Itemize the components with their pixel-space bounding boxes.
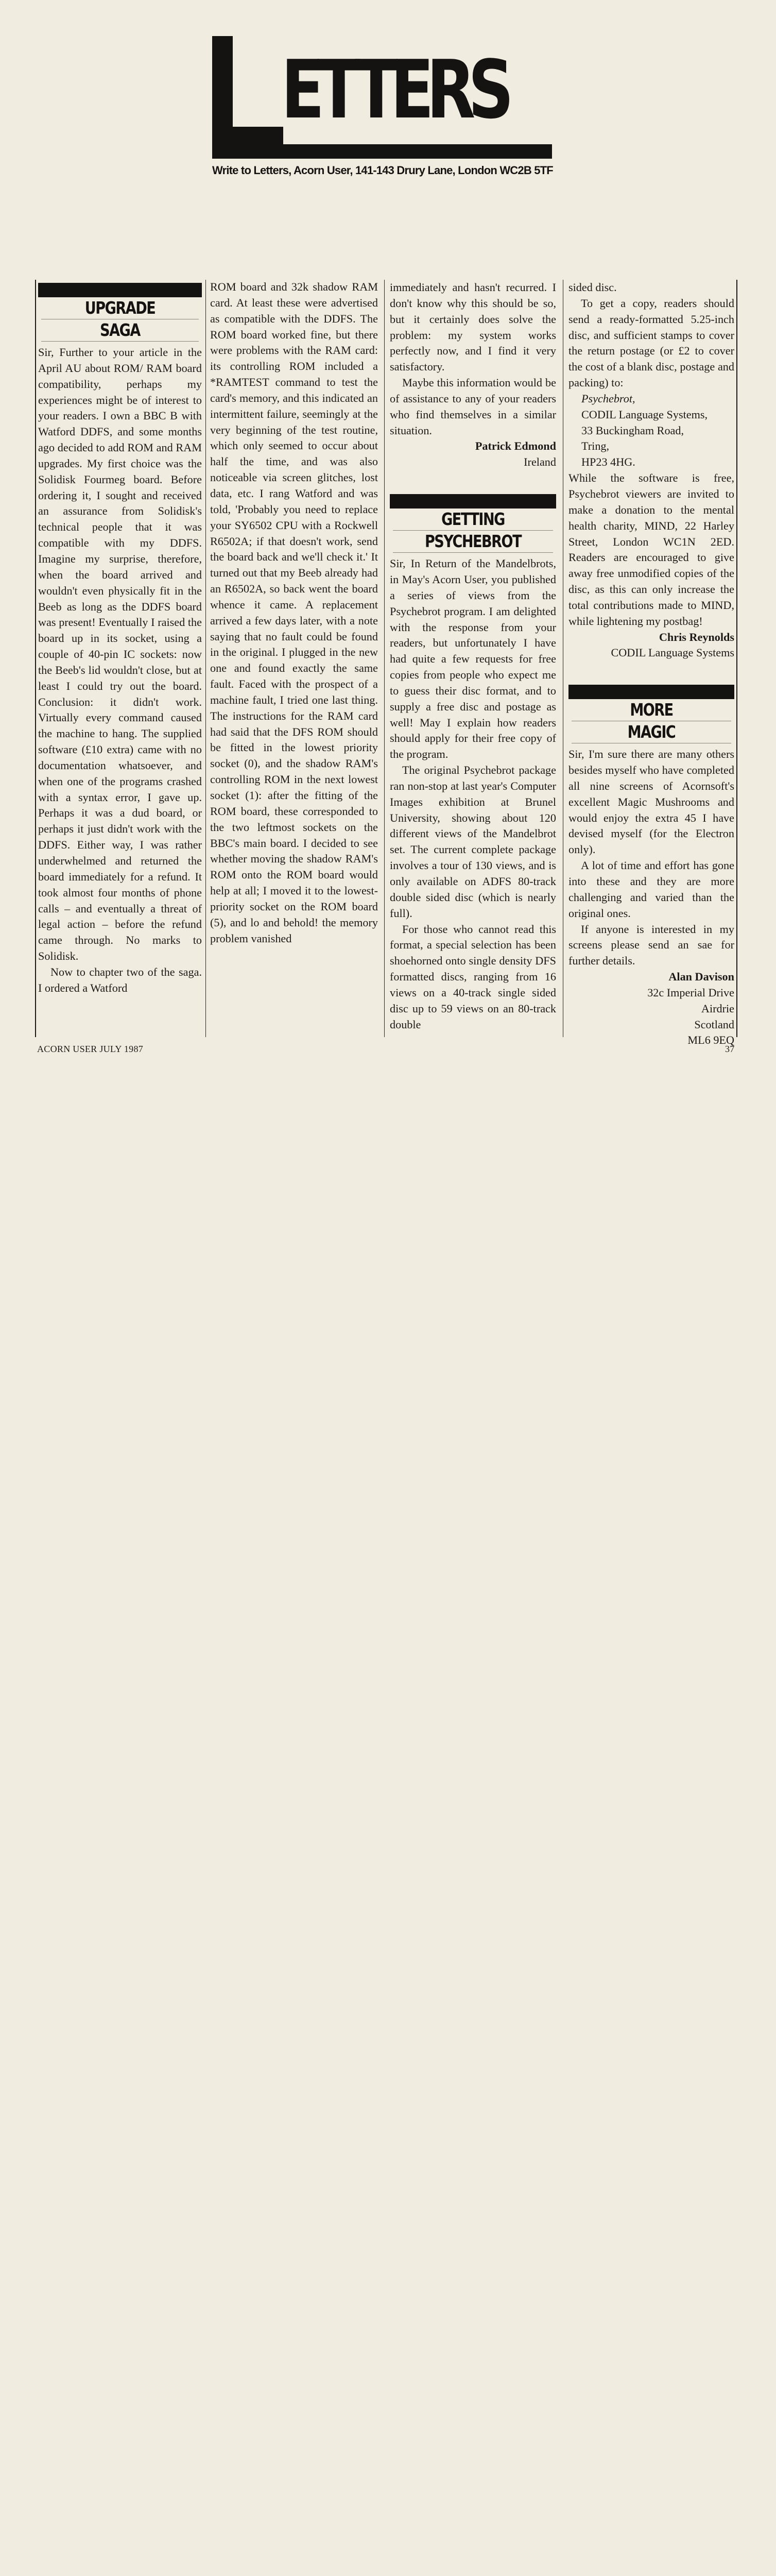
column-divider-2 [384, 280, 385, 1037]
letters-address: Write to Letters, Acorn User, 141-143 Drury Lane, London WC2B 5TF [212, 164, 553, 177]
column-2 [210, 280, 378, 1037]
letter-3-paragraph-1: Sir, I'm sure there are many others besides myself who have completed all nine screens of Acornsoft's excellent Magic Mushrooms and would enjoy the extra 45 I have devised myself (for the Electron only). [568, 748, 734, 856]
page-title: ETTERS [281, 43, 507, 137]
heading-bar [38, 283, 202, 297]
letter-heading-upgrade-saga [38, 283, 202, 342]
masthead [212, 0, 553, 175]
letter-1-paragraph-3: Maybe this information would be of assistance to any of your readers who find themselves in a similar situation. [390, 376, 556, 437]
letter-heading-getting-psychebrot [390, 494, 556, 553]
letter-1-paragraph-1: Sir, Further to your article in the April AU about ROM/ RAM board compatibility, perhaps my experiences might be of interest to your readers. I own a BBC B with Watford DDFS, and some months ago decided to add ROM and RAM upgrades. My first choice was the Solidisk Fourmeg board. Before ordering it, I sought and received an assurance from Solidisk's technical people that it was compatible with my DDFS. Imagine my surprise, therefore, when the board arrived and wouldn't even physically fit in the Beeb as long as the DDFS board was present! Eventually I raised the board up in its socket, using a couple of 40-pin IC sockets: now the Beeb's lid wouldn't close, but at least I could try out the board. Conclusion: it didn't work. Virtually every command caused the machine to hang. The supplied software (£10 extra) came with no documentation whatsoever, and when one of the programs crashed with a syntax error, I gave up. Perhaps it was a dud board, or perhaps it just didn't work with the DDFS. Either way, I was rather underwhelmed and returned the board immediately for a refund. It took almost four months of phone calls – and eventually a threat of legal action – before the refund came through. No marks to Solidisk. [38, 346, 202, 963]
heading-line-1: GETTING [441, 509, 505, 530]
footer-publication: ACORN USER JULY 1987 [37, 1044, 144, 1054]
letter-1-signature-name: Patrick Edmond [475, 439, 556, 453]
letter-3-address-line-4: ML6 9EQ [687, 1033, 734, 1047]
heading-bar [568, 685, 734, 699]
letter-1-body-part-1 [38, 345, 202, 1007]
letter-2-paragraph-3-end: sided disc. [568, 281, 617, 294]
letter-1-paragraph-2-cont: ROM board and 32k shadow RAM card. At least these were advertised as compatible with the DDFS. The ROM board worked fine, but there were problems with the RAM card: its controlling ROM included a *RAMTEST command to test the card's memory, and this indicated an intermittent failure, seemingly at the very beginning of the test routine, which only seemed to occur about half the time, and was also noticeable via screen glitches, lost data, etc. I rang Watford and was told, 'Probably you need to replace your SY6502 CPU with a Rockwell R6502A; if that doesn't work, send the board back and we'll check it.' It turned out that my Beeb already had an R6502A, so back went the board whence it came. A replacement arrived a few days later, with a note saying that no fault could be found in the original. I plugged in the new one and found exactly the same fault. Faced with the prospect of a machine fault, I tried one last thing. The instructions for the RAM card had said that the DFS ROM should be fitted in the lowest priority socket (0), and the shadow RAM's controlling ROM in the next lowest socket (1): after the fitting of the ROM board, these corresponded to the two leftmost sockets on the BBC's main board. I decided to see whether moving the shadow RAM's ROM onto the ROM board would help at all; I moved it to the lowest-priority socket on the ROM board (5), and lo and behold! the memory problem vanished [210, 280, 378, 945]
letter-1-paragraph-2-start: Now to chapter two of the saga. I ordered a Watford [38, 965, 202, 994]
heading-line-1: UPGRADE [84, 298, 156, 318]
heading-line-2: PSYCHEBROT [424, 531, 522, 552]
column-divider-1 [205, 280, 206, 1037]
letter-2-signature-org: CODIL Language Systems [611, 646, 734, 659]
letter-2-signature-name: Chris Reynolds [659, 630, 734, 643]
letter-3-address-line-3: Scotland [694, 1018, 734, 1031]
letter-1-body-part-2 [210, 279, 378, 946]
postal-address-line-1: Psychebrot, [581, 392, 635, 405]
letter-1-signature-place: Ireland [524, 455, 556, 469]
letter-3-paragraph-2: A lot of time and effort has gone into these and they are more challenging and varied than the original ones. [568, 859, 734, 920]
letter-2-paragraph-3-start: For those who cannot read this format, a special selection has been shoehorned onto single density DFS formatted discs, ranging from 16 views on a 40-track single sided disc up to 59 views on an 80-track double [390, 922, 556, 1031]
letter-3-address-line-2: Airdrie [701, 1002, 734, 1015]
heading-line-2: SAGA [100, 320, 140, 340]
postal-address-line-2: CODIL Language Systems, [581, 408, 708, 421]
postal-address-line-4: Tring, [581, 439, 610, 453]
letter-3-signature-name: Alan Davison [668, 970, 734, 984]
title-initial-l [212, 36, 283, 145]
letter-heading-more-magic [568, 685, 734, 743]
letter-3-paragraph-3: If anyone is interested in my screens please send an sae for further details. [568, 922, 734, 968]
postal-address-line-5: HP23 4HG. [581, 455, 635, 469]
column-4 [568, 280, 737, 1047]
letter-2-paragraph-2: The original Psychebrot package ran non-stop at last year's Computer Images exhibition at Brunel University, showing about 120 different views of the Mandelbrot set. The current complete package involves a tour of 130 views, and is only available on ADFS 80-track double sided disc (which is nearly full). [390, 764, 556, 920]
title-rule-bar [212, 144, 552, 159]
letter-2-paragraph-1: Sir, In Return of the Mandelbrots, in May's Acorn User, you published a series of views from the Psychebrot program. I am delighted with the response from your readers, but unfortunately I have had quite a few requests for free copies from people who expect me to guess their disc format, and to supply a free disc and postage as well! May I explain how readers should apply for their free copy of the program. [390, 557, 556, 761]
letter-3-address-line-1: 32c Imperial Drive [647, 986, 734, 999]
letter-2-paragraph-5: While the software is free, Psychebrot viewers are invited to make a donation to the mental health charity, MIND, 22 Harley Street, London WC1N 2ED. Readers are encouraged to give away free unmodified copies of the disc, as this can only increase the total contributions made to MIND, while lightening my postbag! [568, 471, 734, 628]
postal-address-line-3: 33 Buckingham Road, [581, 423, 684, 437]
column-3 [390, 280, 556, 1037]
heading-line-1: MORE [630, 700, 673, 720]
page-number: 37 [725, 1044, 735, 1054]
column-1 [35, 280, 202, 1037]
letter-1-paragraph-2-end: immediately and hasn't recurred. I don't know why this should be so, but it certainly does solve the problem: my system works perfectly now, and I find it very satisfactory. [390, 281, 556, 374]
heading-bar [390, 494, 556, 509]
heading-line-2: MAGIC [627, 722, 676, 742]
letter-2-paragraph-4: To get a copy, readers should send a ready-formatted 5.25-inch disc, and sufficient stamps to cover the return postage (or £2 to cover the cost of a blank disc, postage and packing) to: [568, 296, 734, 389]
